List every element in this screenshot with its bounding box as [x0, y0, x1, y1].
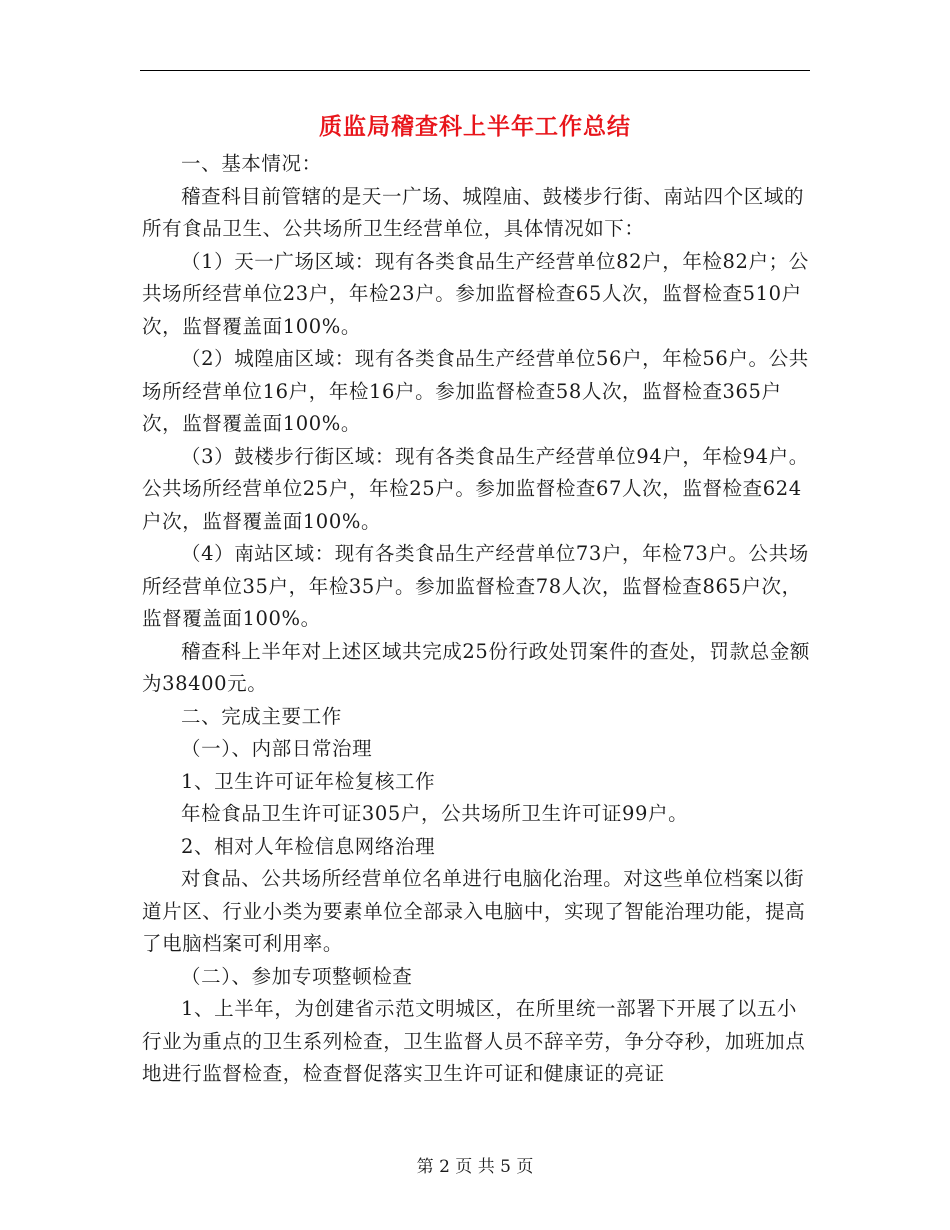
- paragraph: （4）南站区域：现有各类食品生产经营单位73户，年检73户。公共场所经营单位35户，年检35户。参加监督检查78人次，监督检查865户次，监督覆盖面100%。: [142, 542, 809, 630]
- section-heading: 一、基本情况：: [181, 152, 322, 175]
- header-divider: [140, 70, 810, 71]
- paragraph: （3）鼓楼步行街区域：现有各类食品生产经营单位94户，年检94户。公共场所经营单位25户，年检25户。参加监督检查67人次，监督检查624户次，监督覆盖面100%。: [142, 444, 809, 533]
- item-heading: 2、相对人年检信息网络治理: [181, 834, 436, 858]
- subsection-heading: （二）、参加专项整顿检查: [181, 964, 413, 988]
- paragraph: 1、上半年，为创建省示范文明城区，在所里统一部署下开展了以五小行业为重点的卫生系列检查，卫生监督人员不辞辛劳，争分夺秒，加班加点地进行监督检查，检查督促落实卫生许可证和健康证的亮证: [142, 997, 806, 1085]
- paragraph: （1）天一广场区域：现有各类食品生产经营单位82户，年检82户；公共场所经营单位23户，年检23户。参加监督检查65人次，监督检查510户次，监督覆盖面100%。: [142, 249, 809, 338]
- paragraph: 对食品、公共场所经营单位名单进行电脑化治理。对这些单位档案以街道片区、行业小类为要素单位全部录入电脑中，实现了智能治理功能，提高了电脑档案可利用率。: [142, 867, 806, 955]
- document-body: [142, 148, 810, 1091]
- document-title: 质监局稽查科上半年工作总结: [319, 114, 631, 140]
- paragraph: 稽查科上半年对上述区域共完成25份行政处罚案件的查处，罚款总金额为38400元。: [142, 639, 811, 695]
- subsection-heading: （一）、内部日常治理: [181, 737, 373, 760]
- section-heading: 二、完成主要工作: [181, 704, 342, 728]
- paragraph: （2）城隍庙区域：现有各类食品生产经营单位56户，年检56户。公共场所经营单位16户，年检16户。参加监督检查58人次，监督检查365户次，监督覆盖面100%。: [142, 347, 809, 435]
- item-heading: 1、卫生许可证年检复核工作: [181, 769, 436, 793]
- page-number-footer: 第 2 页 共 5 页: [416, 1157, 534, 1177]
- paragraph: 稽查科目前管辖的是天一广场、城隍庙、鼓楼步行街、南站四个区域的所有食品卫生、公共场所卫生经营单位，具体情况如下：: [142, 184, 805, 240]
- paragraph: 年检食品卫生许可证305户，公共场所卫生许可证99户。: [181, 802, 689, 825]
